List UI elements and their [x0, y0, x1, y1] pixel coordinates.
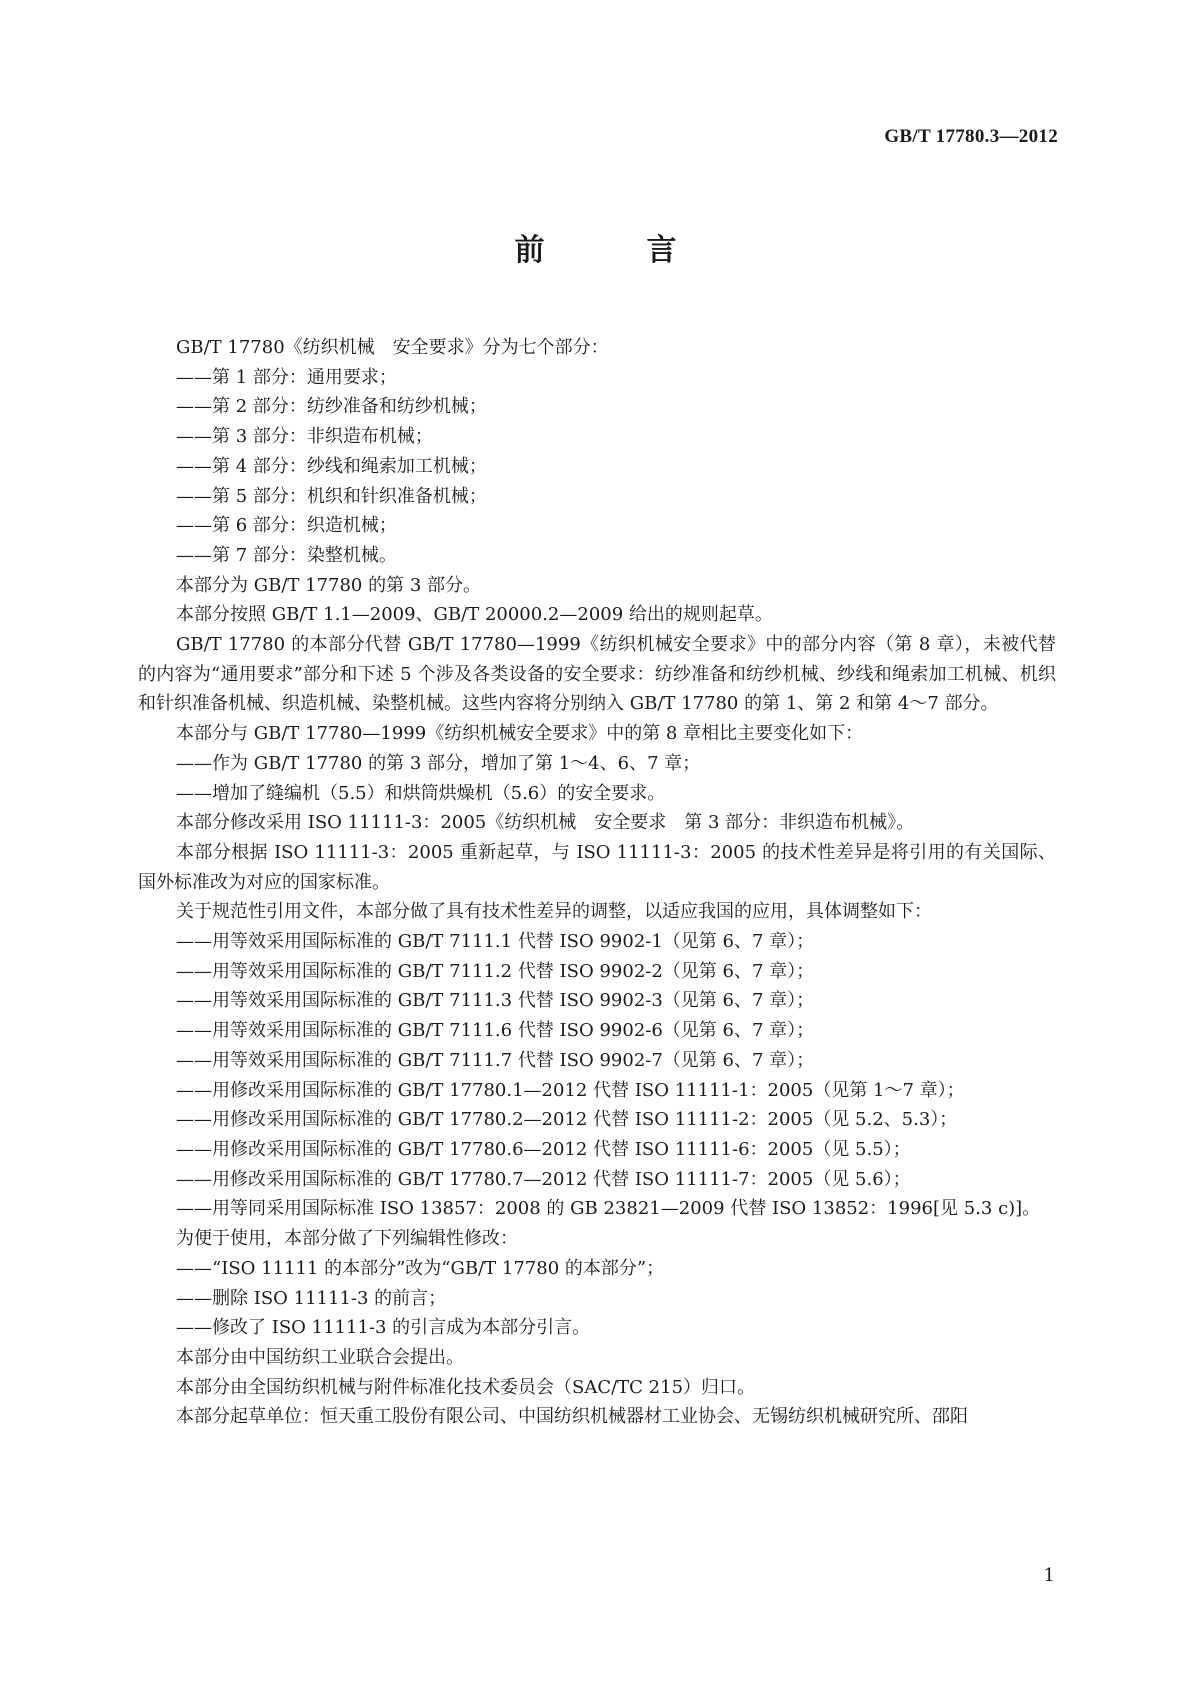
paragraph: 本部分根据 ISO 11111-3：2005 重新起草，与 ISO 11111-3：2005 的技术性差异是将引用的有关国际、国外标准改为对应的国家标准。: [138, 841, 1056, 893]
paragraph: 本部分按照 GB/T 1.1—2009、GB/T 20000.2—2009 给出的规则起草。: [176, 604, 773, 626]
page-title: 前 言: [514, 233, 713, 268]
paragraph: 本部分起草单位：恒天重工股份有限公司、中国纺织机械器材工业协会、无锡纺织机械研究所、邵阳: [176, 1406, 968, 1428]
list-item: ——删除 ISO 11111-3 的前言；: [176, 1287, 447, 1309]
list-item: ——第 6 部分：织造机械；: [176, 515, 397, 537]
list-item: ——用修改采用国际标准的 GB/T 17780.1—2012 代替 ISO 11111-1：2005（见第 1～7 章）；: [176, 1079, 965, 1101]
list-item: ——用等效采用国际标准的 GB/T 7111.3 代替 ISO 9902-3（见第 6、7 章）；: [176, 990, 815, 1012]
list-item: ——第 2 部分：纺纱准备和纺纱机械；: [176, 396, 487, 418]
paragraph: 本部分由全国纺织机械与附件标准化技术委员会（SAC/TC 215）归口。: [176, 1376, 756, 1398]
paragraph: GB/T 17780《纺织机械 安全要求》分为七个部分：: [176, 337, 609, 358]
paragraph: 本部分修改采用 ISO 11111-3：2005《纺织机械 安全要求 第 3 部分：非织造布机械》。: [176, 812, 915, 834]
list-item: ——用修改采用国际标准的 GB/T 17780.2—2012 代替 ISO 11111-2：2005（见 5.2、5.3）；: [176, 1109, 958, 1131]
paragraph: 本部分与 GB/T 17780—1999《纺织机械安全要求》中的第 8 章相比主要变化如下：: [176, 723, 864, 745]
list-item: ——第 5 部分：机织和针织准备机械；: [176, 485, 487, 507]
list-item: ——修改了 ISO 11111-3 的引言成为本部分引言。: [176, 1317, 591, 1339]
list-item: ——用等效采用国际标准的 GB/T 7111.7 代替 ISO 9902-7（见第 6、7 章）；: [176, 1049, 815, 1071]
standard-code: GB/T 17780.3—2012: [884, 126, 1058, 147]
list-item: ——用等效采用国际标准的 GB/T 7111.1 代替 ISO 9902-1（见第 6、7 章）；: [176, 931, 815, 953]
list-item: ——用等同采用国际标准 ISO 13857：2008 的 GB 23821—2009 代替 ISO 13852：1996[见 5.3 c)]。: [176, 1198, 1041, 1220]
list-item: ——第 1 部分：通用要求；: [176, 366, 397, 388]
paragraph: 为便于使用，本部分做了下列编辑性修改：: [176, 1228, 518, 1250]
paragraph: GB/T 17780 的本部分代替 GB/T 17780—1999《纺织机械安全要求》中的部分内容（第 8 章），未被代替的内容为“通用要求”部分和下述 5 个涉及各类设备的安全要求：纺纱准备和纺纱机械、纱线和绳索加工机械、机织和针织准备机械、织造机械、染整机械。这些内容将分别纳入 GB/T 17780 的第 1、第 2 和第 4～7 部分。: [138, 634, 1056, 715]
list-item: ——用修改采用国际标准的 GB/T 17780.6—2012 代替 ISO 11111-6：2005（见 5.5）；: [176, 1138, 911, 1160]
list-item: ——用等效采用国际标准的 GB/T 7111.2 代替 ISO 9902-2（见第 6、7 章）；: [176, 960, 815, 982]
paragraph: 关于规范性引用文件，本部分做了具有技术性差异的调整，以适应我国的应用，具体调整如下：: [176, 901, 932, 923]
list-item: ——“ISO 11111 的本部分”改为“GB/T 17780 的本部分”；: [176, 1257, 665, 1279]
list-item: ——第 3 部分：非织造布机械；: [176, 426, 433, 448]
list-item: ——作为 GB/T 17780 的第 3 部分，增加了第 1～4、6、7 章；: [176, 752, 701, 774]
list-item: ——用等效采用国际标准的 GB/T 7111.6 代替 ISO 9902-6（见第 6、7 章）；: [176, 1020, 815, 1042]
list-item: ——第 7 部分：染整机械。: [176, 544, 397, 566]
list-item: ——用修改采用国际标准的 GB/T 17780.7—2012 代替 ISO 11111-7：2005（见 5.6）；: [176, 1168, 911, 1190]
list-item: ——第 4 部分：纱线和绳索加工机械；: [176, 455, 487, 477]
paragraph: 本部分为 GB/T 17780 的第 3 部分。: [176, 574, 481, 596]
list-item: ——增加了缝编机（5.5）和烘筒烘燥机（5.6）的安全要求。: [176, 782, 666, 804]
paragraph: 本部分由中国纺织工业联合会提出。: [176, 1346, 464, 1368]
foreword-body: [138, 333, 1056, 1432]
page-number: 1: [1043, 1565, 1055, 1586]
